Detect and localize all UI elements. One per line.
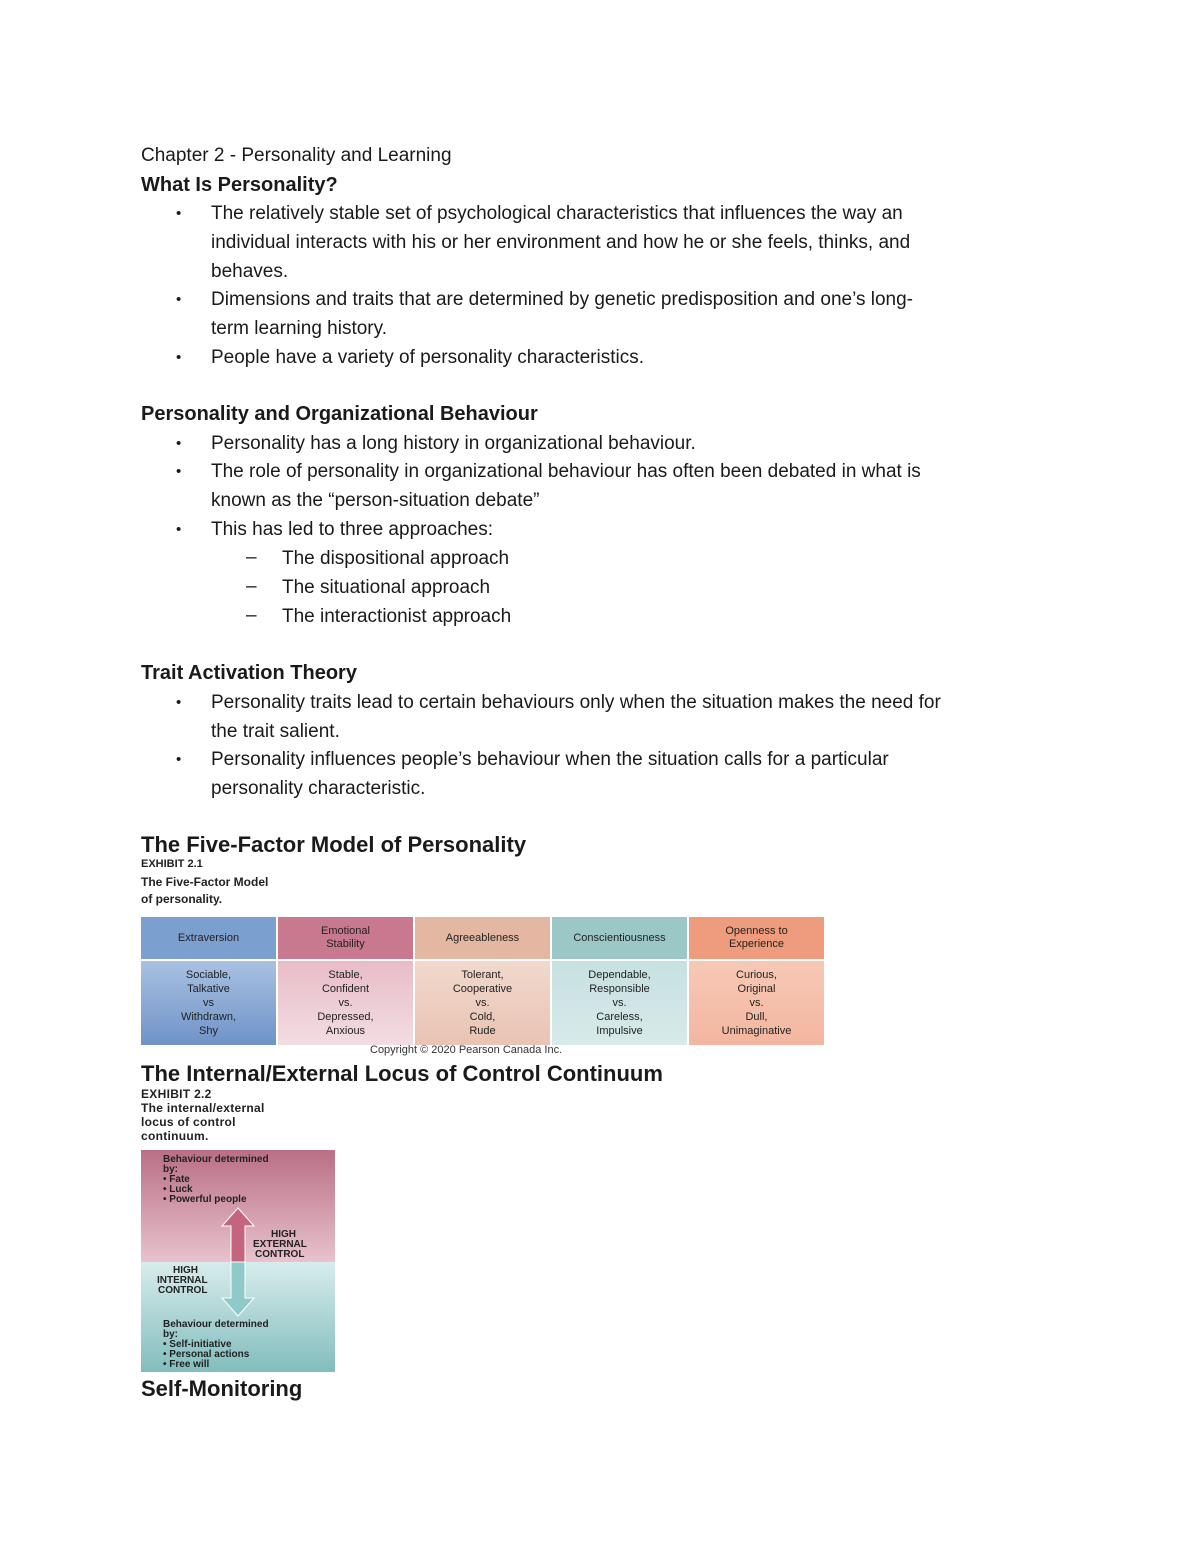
internal-behaviour-label: by:	[163, 1329, 178, 1340]
exhibit-caption: The Five-Factor Model	[141, 875, 269, 889]
factor-name-line: Experience	[728, 938, 785, 950]
exhibit-label: EXHIBIT 2.2	[141, 1087, 212, 1101]
factor-name-line: Conscientiousness	[573, 931, 666, 944]
section-heading-ob: Personality and Organizational Behaviour	[141, 403, 538, 425]
exhibit-caption: locus of control	[141, 1115, 236, 1129]
bullet-marker: •	[176, 463, 182, 480]
high-external-label: HIGH	[271, 1229, 296, 1240]
factor-column	[552, 917, 687, 1045]
copyright-notice: Copyright © 2020 Pearson Canada Inc.	[370, 1044, 563, 1056]
external-behaviour-label: by:	[163, 1164, 178, 1175]
bullet-text: Dimensions and traits that are determined by genetic predisposition and one’s long-	[211, 289, 914, 310]
bullet-marker: •	[176, 694, 182, 711]
section-heading-locus: The Internal/External Locus of Control Continuum	[141, 1061, 663, 1086]
factor-traits	[552, 961, 687, 1045]
bullet-text: The role of personality in organizational behaviour has often been debated in what is	[211, 461, 921, 482]
factor-name-line: Emotional	[321, 925, 370, 937]
factor-name-line: Extraversion	[177, 931, 240, 944]
bullet-marker: •	[176, 751, 182, 768]
bullet-text: This has led to three approaches:	[211, 519, 494, 540]
factor-trait: Curious,	[736, 969, 777, 981]
high-external-label: CONTROL	[255, 1249, 305, 1260]
exhibit-label: EXHIBIT 2.1	[141, 858, 203, 870]
external-factor: • Luck	[163, 1184, 193, 1195]
internal-factor: • Free will	[163, 1359, 210, 1370]
factor-trait: Original	[737, 983, 776, 995]
section-heading-trait: Trait Activation Theory	[141, 662, 357, 684]
sub-item-text: The situational approach	[282, 577, 491, 598]
factor-name-line: Agreeableness	[445, 931, 520, 944]
factor-trait: vs.	[749, 997, 764, 1009]
high-internal-label: INTERNAL	[157, 1275, 208, 1286]
factor-trait: Cooperative	[452, 983, 513, 995]
factor-trait: Impulsive	[596, 1025, 643, 1037]
bullet-marker: •	[176, 435, 182, 452]
five-factor-table	[141, 917, 828, 1045]
internal-factor: • Self-initiative	[163, 1339, 232, 1350]
factor-trait: Dependable,	[588, 969, 651, 981]
factor-traits	[141, 961, 276, 1045]
factor-trait: Anxious	[325, 1025, 366, 1037]
internal-behaviour-label: Behaviour determined	[163, 1319, 269, 1330]
factor-trait: Stable,	[328, 969, 363, 981]
chapter-title: Chapter 2 - Personality and Learning	[141, 145, 452, 166]
bullet-text: Personality has a long history in organizational behaviour.	[211, 433, 696, 454]
factor-trait: Unimaginative	[721, 1025, 792, 1037]
factor-traits	[278, 961, 413, 1045]
factor-trait: vs.	[612, 997, 627, 1009]
external-factor: • Fate	[163, 1174, 190, 1185]
high-internal-label: HIGH	[173, 1265, 198, 1276]
bullet-text: Personality influences people’s behaviour when the situation calls for a particular	[211, 749, 889, 770]
factor-traits	[415, 961, 550, 1045]
exhibit-caption: continuum.	[141, 1129, 209, 1143]
factor-name-line: Stability	[326, 938, 365, 950]
factor-name	[552, 917, 687, 959]
section-heading-personality: What Is Personality?	[141, 174, 338, 196]
exhibit-caption: of personality.	[141, 892, 223, 906]
sub-item-text: The dispositional approach	[282, 548, 510, 569]
factor-name	[689, 917, 824, 959]
external-factor: • Powerful people	[163, 1194, 247, 1205]
bullet-marker: •	[176, 349, 182, 366]
bullet-text: individual interacts with his or her environment and how he or she feels, thinks, and	[211, 232, 911, 253]
external-behaviour-label: Behaviour determined	[163, 1154, 269, 1165]
bullet-text: known as the “person-situation debate”	[211, 490, 540, 511]
section-heading-five-factor: The Five-Factor Model of Personality	[141, 832, 527, 857]
bullet-text: term learning history.	[211, 318, 387, 339]
section-heading-self-monitoring: Self-Monitoring	[141, 1376, 303, 1401]
dash-marker: –	[246, 576, 257, 597]
factor-trait: Cold,	[469, 1011, 496, 1023]
bullet-text: personality characteristic.	[211, 778, 426, 799]
dash-marker: –	[246, 605, 257, 626]
high-internal-label: CONTROL	[158, 1285, 208, 1296]
exhibit-caption: The internal/external	[141, 1101, 265, 1115]
bullet-marker: •	[176, 205, 182, 222]
bullet-text: behaves.	[211, 261, 289, 282]
factor-trait: vs.	[338, 997, 353, 1009]
locus-of-control-diagram	[141, 1150, 335, 1372]
factor-trait: Shy	[199, 1025, 218, 1037]
sub-item-text: The interactionist approach	[282, 606, 512, 627]
factor-name-line: Openness to	[725, 925, 788, 937]
factor-trait: Confident	[321, 983, 370, 995]
factor-trait: Rude	[469, 1025, 496, 1037]
high-external-label: EXTERNAL	[253, 1239, 307, 1250]
factor-trait: Talkative	[187, 983, 230, 995]
factor-trait: Tolerant,	[461, 969, 504, 981]
factor-trait: vs	[203, 997, 214, 1009]
bullet-text: the trait salient.	[211, 721, 340, 742]
factor-column	[141, 917, 276, 1045]
factor-column	[415, 917, 550, 1045]
factor-traits	[689, 961, 824, 1045]
factor-trait: Dull,	[745, 1011, 768, 1023]
factor-trait: vs.	[475, 997, 490, 1009]
factor-trait: Responsible	[589, 983, 650, 995]
bullet-text: People have a variety of personality characteristics.	[211, 347, 644, 368]
bullet-text: The relatively stable set of psychological characteristics that influences the way an	[211, 203, 903, 224]
factor-name	[141, 917, 276, 959]
dash-marker: –	[246, 547, 257, 568]
factor-trait: Careless,	[596, 1011, 643, 1023]
internal-factor: • Personal actions	[163, 1349, 250, 1360]
factor-name	[415, 917, 550, 959]
bullet-marker: •	[176, 291, 182, 308]
factor-column	[689, 917, 824, 1045]
factor-trait: Sociable,	[185, 969, 232, 981]
factor-trait: Depressed,	[317, 1011, 374, 1023]
bullet-marker: •	[176, 521, 182, 538]
factor-column	[278, 917, 413, 1045]
factor-trait: Withdrawn,	[180, 1011, 237, 1023]
factor-name	[278, 917, 413, 959]
bullet-text: Personality traits lead to certain behaviours only when the situation makes the need for	[211, 692, 941, 713]
